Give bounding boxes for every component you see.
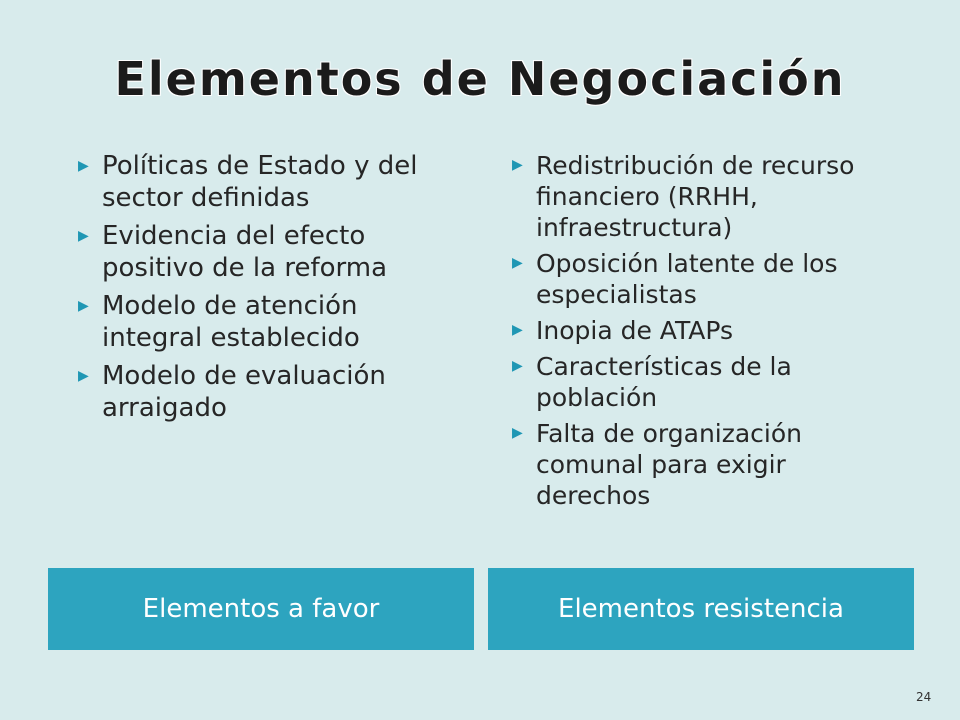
list-item-text: Evidencia del efecto positivo de la reforma [102, 221, 388, 283]
list-item-text: Modelo de atención integral establecido [102, 291, 360, 353]
triangle-right-icon: ▶ [78, 298, 89, 314]
list-item [76, 220, 456, 284]
list-item [510, 150, 900, 243]
list-item-text: Falta de organización comunal para exigir derechos [536, 419, 803, 510]
list-item [510, 315, 900, 346]
triangle-right-icon: ▶ [78, 158, 89, 174]
list-item-text: Políticas de Estado y del sector definidas [102, 151, 418, 213]
list-item [76, 290, 456, 354]
list-item-text: Inopia de ATAPs [536, 316, 734, 345]
list-item [510, 351, 900, 413]
list-item-text: Redistribución de recurso financiero (RRHH, infraestructura) [536, 151, 855, 242]
slide-title: Elementos de Negociación [114, 52, 846, 106]
list-item-text: Oposición latente de los especialistas [536, 249, 838, 309]
list-item [76, 360, 456, 424]
resistance-label: Elementos resistencia [558, 594, 844, 624]
list-item-text: Modelo de evaluación arraigado [102, 361, 386, 423]
list-item-text: Características de la población [536, 352, 792, 412]
favor-list [76, 150, 456, 430]
triangle-right-icon: ▶ [512, 425, 523, 441]
triangle-right-icon: ▶ [512, 255, 523, 271]
triangle-right-icon: ▶ [78, 368, 89, 384]
triangle-right-icon: ▶ [78, 228, 89, 244]
triangle-right-icon: ▶ [512, 358, 523, 374]
list-item [510, 248, 900, 310]
page-number: 24 [916, 690, 932, 704]
triangle-right-icon: ▶ [512, 157, 523, 173]
resistance-label-bar [488, 568, 914, 650]
list-item [510, 418, 900, 511]
resistance-list [510, 150, 900, 516]
triangle-right-icon: ▶ [512, 322, 523, 338]
list-item [76, 150, 456, 214]
favor-label: Elementos a favor [142, 594, 380, 624]
favor-label-bar [48, 568, 474, 650]
